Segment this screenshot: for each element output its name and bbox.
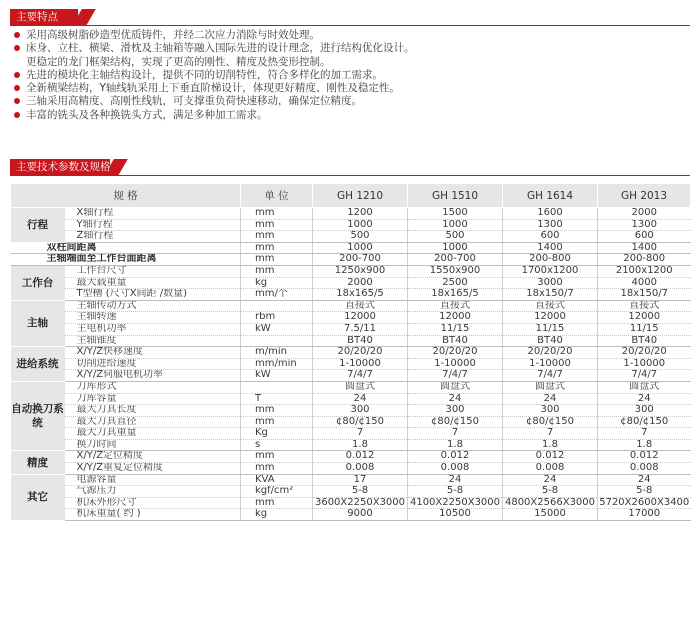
header-model: GH 2013: [598, 184, 691, 208]
row-value: 0.012: [598, 451, 691, 463]
header-unit: 单 位: [241, 184, 313, 208]
row-unit: kW: [241, 323, 313, 335]
row-label: Y轴行程: [65, 219, 241, 231]
row-value: 4000: [598, 277, 691, 289]
row-label: 切削进给速度: [65, 358, 241, 370]
row-value: 1500: [408, 208, 503, 220]
row-value: 1.8: [503, 439, 598, 451]
bullet-dot-icon: [14, 32, 20, 38]
row-value: 24: [408, 474, 503, 486]
row-unit: [241, 300, 313, 312]
row-value: 24: [598, 393, 691, 405]
category-label: 进给系统: [11, 347, 65, 382]
row-value: 直接式: [503, 300, 598, 312]
row-unit: kgf/cm²: [241, 486, 313, 498]
row-value: 1.8: [598, 439, 691, 451]
row-value: 7/4/7: [408, 370, 503, 382]
table-row: [11, 439, 691, 451]
table-row: [11, 219, 691, 231]
row-value: 1700x1200: [503, 265, 598, 277]
row-value: 5-8: [408, 486, 503, 498]
bullet-dot-icon: [14, 112, 20, 118]
row-value: 0.008: [598, 463, 691, 475]
row-value: 圆盘式: [313, 381, 408, 393]
row-value: 2000: [598, 208, 691, 220]
feature-text: 丰富的铣头及各种换铣头方式，满足多种加工需求。: [26, 108, 268, 121]
row-value: ¢80/¢150: [503, 416, 598, 428]
row-label: X/Y/Z重复定位精度: [65, 463, 241, 475]
row-value: 5-8: [598, 486, 691, 498]
row-unit: mm: [241, 405, 313, 417]
row-value: 直接式: [598, 300, 691, 312]
row-unit: mm: [241, 208, 313, 220]
row-value: 2000: [313, 277, 408, 289]
feature-item: [12, 42, 692, 69]
row-unit: mm: [241, 497, 313, 509]
table-row: [11, 231, 691, 243]
row-value: 10500: [408, 509, 503, 521]
row-value: 圆盘式: [598, 381, 691, 393]
feature-text: 床身、立柱、横梁、滑枕及主轴箱等融入国际先进的设计理念，进行结构优化设计。: [26, 42, 415, 55]
row-label: 最大刀具长度: [65, 405, 241, 417]
row-value: 0.012: [408, 451, 503, 463]
table-row: [11, 474, 691, 486]
row-label: 最大载重量: [65, 277, 241, 289]
header-rule: [112, 175, 690, 176]
row-value: 2100x1200: [598, 265, 691, 277]
row-unit: KVA: [241, 474, 313, 486]
row-unit: [241, 335, 313, 347]
row-label: X/Y/Z伺服电机功率: [65, 370, 241, 382]
feature-item: [12, 29, 692, 42]
row-unit: m/min: [241, 347, 313, 359]
row-label: 最大刀具直径: [65, 416, 241, 428]
row-value: 18x150/7: [598, 289, 691, 301]
row-label: 机床外形尺寸: [65, 497, 241, 509]
table-row: [11, 347, 691, 359]
row-unit: rbm: [241, 312, 313, 324]
row-value: 7/4/7: [503, 370, 598, 382]
row-value: 200-700: [313, 254, 408, 266]
category-label: 主轴: [11, 300, 65, 346]
row-value: BT40: [313, 335, 408, 347]
section-title: 主要技术参数及规格: [16, 161, 111, 173]
row-unit: kW: [241, 370, 313, 382]
table-row: [11, 509, 691, 521]
category-label: 精度: [11, 451, 65, 474]
row-value: 1-10000: [313, 358, 408, 370]
row-value: 1-10000: [503, 358, 598, 370]
header-model: GH 1510: [408, 184, 503, 208]
feature-item: [12, 95, 692, 108]
row-value: 4800X2566X3000: [503, 497, 598, 509]
row-value: 300: [408, 405, 503, 417]
row-value: 5-8: [503, 486, 598, 498]
row-value: 300: [503, 405, 598, 417]
row-value: 18x165/5: [313, 289, 408, 301]
row-unit: kg: [241, 277, 313, 289]
row-unit: T: [241, 393, 313, 405]
row-value: BT40: [598, 335, 691, 347]
table-row: [11, 265, 691, 277]
feature-list: [12, 29, 692, 122]
row-value: 300: [313, 405, 408, 417]
table-row: [11, 323, 691, 335]
row-value: 圆盘式: [408, 381, 503, 393]
row-value: 20/20/20: [503, 347, 598, 359]
row-value: 20/20/20: [313, 347, 408, 359]
row-value: 0.012: [313, 451, 408, 463]
row-label: 电源容量: [65, 474, 241, 486]
row-unit: s: [241, 439, 313, 451]
row-value: 1000: [313, 242, 408, 254]
row-value: 1300: [503, 219, 598, 231]
row-unit: mm: [241, 451, 313, 463]
table-row: [11, 497, 691, 509]
row-value: 7/4/7: [598, 370, 691, 382]
feature-text: 全新横梁结构，Y轴线轨采用上下垂直阶梯设计，体现更好精度、刚性及稳定性。: [26, 82, 400, 95]
table-row: [11, 358, 691, 370]
row-label: 换刀时间: [65, 439, 241, 451]
row-value: 18x150/7: [503, 289, 598, 301]
header-model: GH 1614: [503, 184, 598, 208]
row-value: 1-10000: [408, 358, 503, 370]
row-value: 11/15: [408, 323, 503, 335]
row-unit: mm: [241, 219, 313, 231]
row-value: 17: [313, 474, 408, 486]
table-row: [11, 393, 691, 405]
table-row: [11, 370, 691, 382]
row-value: 11/15: [598, 323, 691, 335]
row-value: 12000: [408, 312, 503, 324]
row-value: 1550x900: [408, 265, 503, 277]
row-value: 直接式: [408, 300, 503, 312]
row-label: T型槽 (尺寸X间距 /数量): [65, 289, 241, 301]
row-value: 18x165/5: [408, 289, 503, 301]
category-label: 行程: [11, 208, 65, 243]
row-value: 7: [503, 428, 598, 440]
table-row: [11, 289, 691, 301]
row-value: 200-700: [408, 254, 503, 266]
table-row: [11, 242, 691, 254]
row-value: 0.008: [503, 463, 598, 475]
bullet-dot-icon: [14, 72, 20, 78]
row-unit: mm/个: [241, 289, 313, 301]
row-value: 1000: [313, 219, 408, 231]
row-value: 1200: [313, 208, 408, 220]
row-label: X/Y/Z定位精度: [65, 451, 241, 463]
row-value: 4100X2250X3000: [408, 497, 503, 509]
row-value: 1400: [598, 242, 691, 254]
row-label: X轴行程: [65, 208, 241, 220]
row-value: 24: [503, 474, 598, 486]
row-value: 5-8: [313, 486, 408, 498]
row-value: 0.012: [503, 451, 598, 463]
row-value: 17000: [598, 509, 691, 521]
row-value: 1300: [598, 219, 691, 231]
row-value: 1.8: [408, 439, 503, 451]
category-label: 工作台: [11, 265, 65, 300]
table-row: [11, 451, 691, 463]
row-label: 主轴传动方式: [65, 300, 241, 312]
table-row: [11, 463, 691, 475]
row-value: 24: [503, 393, 598, 405]
section-header-features: [10, 9, 690, 26]
feature-text-continued: 更稳定的龙门框架结构，实现了更高的刚性、精度及热变形控制。: [26, 55, 331, 68]
row-value: 0.008: [408, 463, 503, 475]
row-value: 500: [408, 231, 503, 243]
row-unit: mm: [241, 265, 313, 277]
table-row: [11, 335, 691, 347]
bullet-dot-icon: [14, 98, 20, 104]
row-value: 200-800: [503, 254, 598, 266]
row-label: 双柱间距离: [11, 242, 241, 254]
row-value: 直接式: [313, 300, 408, 312]
row-label: Z轴行程: [65, 231, 241, 243]
row-unit: mm: [241, 463, 313, 475]
row-value: 7/4/7: [313, 370, 408, 382]
row-value: 12000: [598, 312, 691, 324]
row-label: X/Y/Z快移速度: [65, 347, 241, 359]
feature-item: [12, 82, 692, 95]
row-value: 1600: [503, 208, 598, 220]
bullet-dot-icon: [14, 85, 20, 91]
table-row: [11, 254, 691, 266]
row-label: 工作台尺寸: [65, 265, 241, 277]
row-unit: mm: [241, 242, 313, 254]
row-value: 3600X2250X3000: [313, 497, 408, 509]
row-value: 1-10000: [598, 358, 691, 370]
table-row: [11, 428, 691, 440]
row-value: 7.5/11: [313, 323, 408, 335]
row-value: 200-800: [598, 254, 691, 266]
table-row: [11, 405, 691, 417]
row-value: 5720X2600X3400: [599, 497, 690, 508]
row-label: 刀库容量: [65, 393, 241, 405]
row-value: ¢80/¢150: [313, 416, 408, 428]
row-value: 500: [313, 231, 408, 243]
table-row: [11, 208, 691, 220]
spec-table: [10, 183, 691, 521]
category-label: 自动换刀系统: [11, 381, 65, 451]
row-value: 1400: [503, 242, 598, 254]
feature-text: 采用高级树脂砂造型优质铸件，并经二次应力消除与时效处理。: [26, 29, 320, 41]
row-label: 主轴锥度: [65, 335, 241, 347]
row-value: 1250x900: [313, 265, 408, 277]
row-value: 7: [598, 428, 691, 440]
row-value: 7: [313, 428, 408, 440]
row-value: 20/20/20: [598, 347, 691, 359]
row-value: 300: [598, 405, 691, 417]
table-row: [11, 312, 691, 324]
section-title: 主要特点: [16, 11, 58, 23]
header-rule: [80, 25, 690, 26]
row-unit: mm/min: [241, 358, 313, 370]
row-unit: Kg: [241, 428, 313, 440]
row-value: BT40: [408, 335, 503, 347]
feature-text: 三轴采用高精度、高刚性线轨，可支撑重负荷快速移动，确保定位精度。: [26, 95, 362, 108]
row-value: 24: [313, 393, 408, 405]
row-value: 1.8: [313, 439, 408, 451]
row-unit: kg: [241, 509, 313, 521]
row-label: 气源压力: [65, 486, 241, 498]
section-header-specs: [10, 159, 690, 176]
feature-item: [12, 109, 692, 122]
row-value: 600: [598, 231, 691, 243]
row-value: 7: [408, 428, 503, 440]
feature-text: 先进的模块化主轴结构设计，提供不同的切削特性，符合多样化的加工需求。: [26, 68, 383, 81]
row-value: 12000: [313, 312, 408, 324]
table-row: [11, 277, 691, 289]
table-row: [11, 300, 691, 312]
feature-item: [12, 69, 692, 82]
row-label: 最大刀具重量: [65, 428, 241, 440]
row-value: ¢80/¢150: [408, 416, 503, 428]
header-model: GH 1210: [313, 184, 408, 208]
row-value: 24: [408, 393, 503, 405]
row-label: 主电机功率: [65, 323, 241, 335]
row-value: 1000: [408, 219, 503, 231]
table-body: [11, 208, 691, 521]
row-unit: mm: [241, 231, 313, 243]
row-value: ¢80/¢150: [598, 416, 691, 428]
row-value: 600: [503, 231, 598, 243]
row-unit: mm: [241, 254, 313, 266]
table-row: [11, 486, 691, 498]
row-value: 3000: [503, 277, 598, 289]
row-value: 11/15: [503, 323, 598, 335]
table-header-row: [11, 184, 691, 208]
row-unit: mm: [241, 416, 313, 428]
row-label: 主轴端面至工作台面距离: [11, 254, 241, 266]
row-value: 圆盘式: [503, 381, 598, 393]
row-value: 20/20/20: [408, 347, 503, 359]
row-value: 15000: [503, 509, 598, 521]
bullet-dot-icon: [14, 45, 20, 51]
row-value: 0.008: [313, 463, 408, 475]
row-value: 1000: [408, 242, 503, 254]
row-value: 24: [598, 474, 691, 486]
row-label: 刀库形式: [65, 381, 241, 393]
row-value: BT40: [503, 335, 598, 347]
row-label: 主轴转速: [65, 312, 241, 324]
row-value: 12000: [503, 312, 598, 324]
table-row: [11, 381, 691, 393]
row-label: 机床重量( 约 ): [65, 509, 241, 521]
category-label: 其它: [11, 474, 65, 520]
table-row: [11, 416, 691, 428]
row-value: 9000: [313, 509, 408, 521]
row-unit: [241, 381, 313, 393]
header-spec: 规 格: [11, 184, 241, 208]
row-value: 2500: [408, 277, 503, 289]
